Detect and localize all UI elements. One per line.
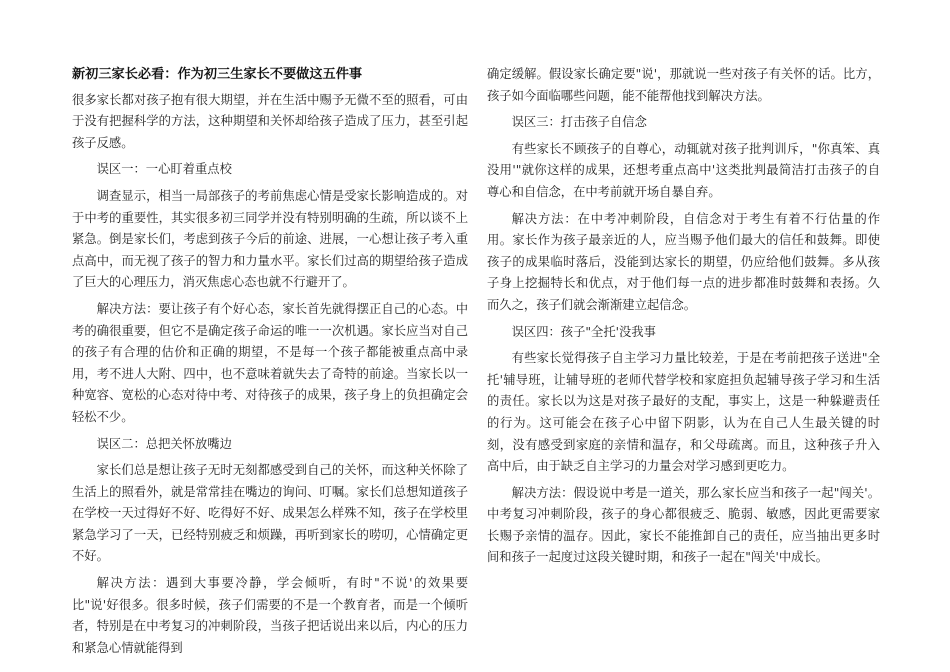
document-title: 新初三家长必看：作为初三生家长不要做这五件事 [72,67,363,82]
section-heading-4: 误区四：孩子"全托'没我事 [511,324,656,339]
continued-paragraph: 确定缓解。假设家长确定要"说'，那就说一些对孩子有关怀的话。比方，孩子如今面临哪些问题，能不能帮他找到解决方法。 [487,67,880,103]
solution-paragraph: 解决方法：要让孩子有个好心态，家长首先就得摆正自己的心态。中考的确很重要，但它不是确定孩子命运的唯一一次机遇。家长应当对自己的孩子有合理的估价和正确的期望，不是每一个孩子都能被重点高中录用，考不进人大附、四中，也不意味着就失去了奇特的前途。当家长以一种宽容、宽松的心态对待中考、对待孩子的成果，孩子身上的负担确定会轻松不少。 [72,301,468,424]
intro-paragraph: 很多家长都对孩子抱有很大期望，并在生活中赐予无微不至的照看，可由于没有把握科学的方法，这种期望和关怀却给孩子造成了压力，甚至引起孩子反感。 [72,92,468,150]
section-heading-2: 误区二：总把关怀放嘴边 [96,436,232,451]
solution-paragraph: 解决方法：在中考冲刺阶段，自信念对于考生有着不行估量的作用。家长作为孩子最亲近的人，应当赐予他们最大的信任和鼓舞。即使孩子的成果临时落后，没能到达家长的期望，仍应给他们鼓舞。多从孩子身上挖掘特长和优点，对于他们每一点的进步都准时鼓舞和表扬。久而久之，孩子们就会渐渐建立起信念。 [487,211,880,312]
solution-paragraph: 解决方法：遇到大事要冷静，学会倾听，有时"不说'的效果要比"说'好很多。很多时候，孩子们需要的不是一个教育者，而是一个倾听者，特别是在中考复习的冲刺阶段，当孩子把话说出来以后，内心的压力和紧急心情就能得到 [72,576,468,655]
paragraph: 有些家长觉得孩子自主学习力量比较差，于是在考前把孩子送进"全托'辅导班，让辅导班的老师代替学校和家庭担负起辅导孩子学习和生活的责任。家长以为这是对孩子最好的支配，事实上，这是一种躲避责任的行为。这可能会在孩子心中留下阴影，认为在自己人生最关键的时刻，没有感受到家庭的亲情和温存，和父母疏离。而且，这种孩子升入高中后，由于缺乏自主学习的力量会对学习感到更吃力。 [487,351,880,474]
section-heading-3: 误区三：打击孩子自信念 [511,115,647,130]
section-heading-1: 误区一：一心盯着重点校 [96,162,232,177]
paragraph: 有些家长不顾孩子的自尊心，动辄就对孩子批判训斥，"你真笨、真没用'"就你这样的成果，还想考重点高中'这类批判最简洁打击孩子的自尊心和自信念，在中考前就开场自暴自弃。 [487,141,880,199]
right-column [487,64,880,574]
solution-paragraph: 解决方法：假设说中考是一道关，那么家长应当和孩子一起"闯关'。中考复习冲刺阶段，孩子的身心都很疲乏、脆弱、敏感，因此更需要家长赐予亲情的温存。因此，家长不能推卸自己的责任，应当抽出更多时间和孩子一起度过这段关键时期，和孩子一起在"闯关'中成长。 [487,485,880,565]
paragraph: 调查显示，相当一局部孩子的考前焦虑心情是受家长影响造成的。对于中考的重要性，其实很多初三同学并没有特别明确的生疏，所以谈不上紧急。倒是家长们，考虑到孩子今后的前途、进展，一心想让孩子考入重点高中，而无视了孩子的智力和力量水平。家长们过高的期望给孩子造成了巨大的心理压力，消灭焦虑心态也就不行避开了。 [72,188,468,290]
paragraph: 家长们总是想让孩子无时无刻都感受到自己的关怀，而这种关怀除了生活上的照看外，就是常常挂在嘴边的询问、叮嘱。家长们总想知道孩子在学校一天过得好不好、吃得好不好、成果怎么样殊不知，孩子在学校里紧急学习了一天，已经特别疲乏和烦躁，再听到家长的唠叨，心情确定更不好。 [72,463,468,564]
left-column [72,64,468,664]
